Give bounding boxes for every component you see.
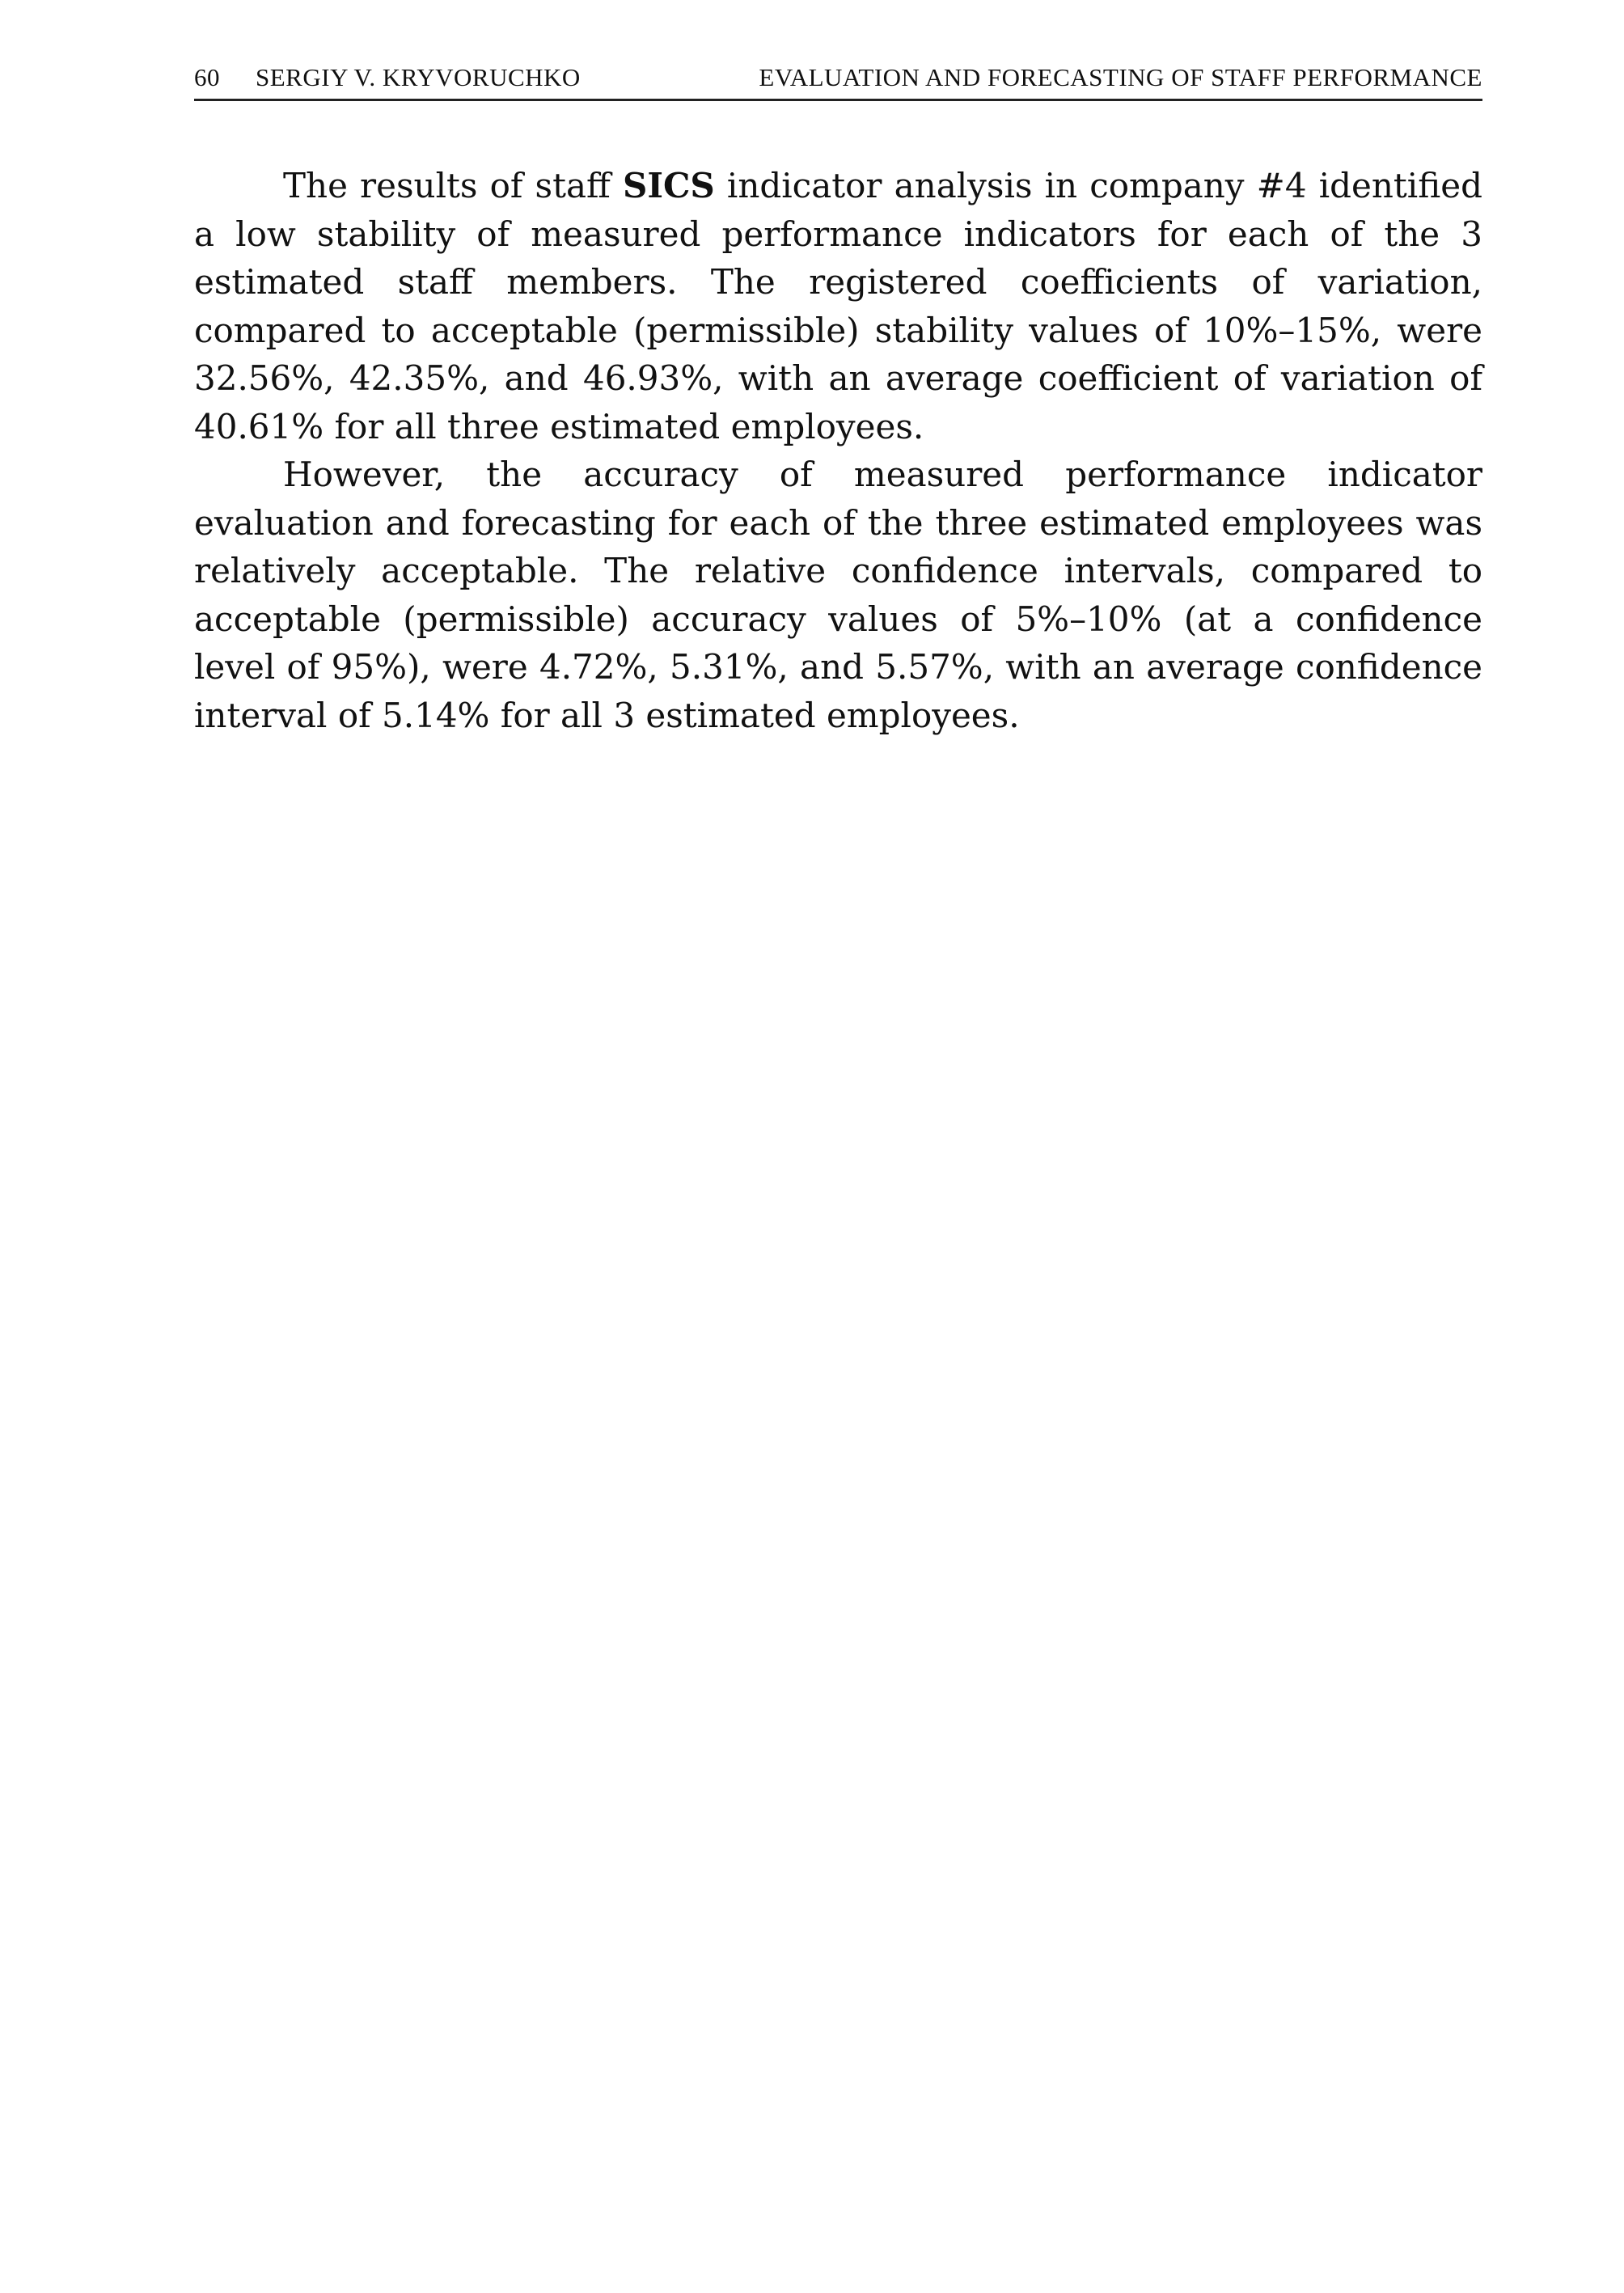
sics-term: SICS [623,166,715,205]
running-header [194,57,1482,101]
paragraph-1-text-end: indicator analysis in company #4 identified a low stability of measured performance indicators for each of the 3 estimated staff members. The registered coefficients of variation, compared to acceptable (permissible) stability values of 10%–15%, were 32.56%, 42.35%, and 46.93%, with an average coefficient of variation of 40.61% for all three estimated employees. [194,166,1482,446]
body-text [194,162,1482,739]
paragraph-2: However, the accuracy of measured performance indicator evaluation and forecasting for each of the three estimated employees was relatively acceptable. The relative confidence intervals, compared to acceptable (permissible) accuracy values of 5%–10% (at a confidence level of 95%), were 4.72%, 5.31%, and 5.57%, with an average confidence interval of 5.14% for all 3 estimated employees. [194,455,1482,735]
page-number: 60 [194,63,220,91]
paragraph-1 [194,162,1482,451]
paragraph-1-text-start: The results of staff [283,166,623,205]
header-book-title: EVALUATION AND FORECASTING OF STAFF PERFORMANCE [759,63,1482,91]
header-author: SERGIY V. KRYVORUCHKO [256,63,581,91]
